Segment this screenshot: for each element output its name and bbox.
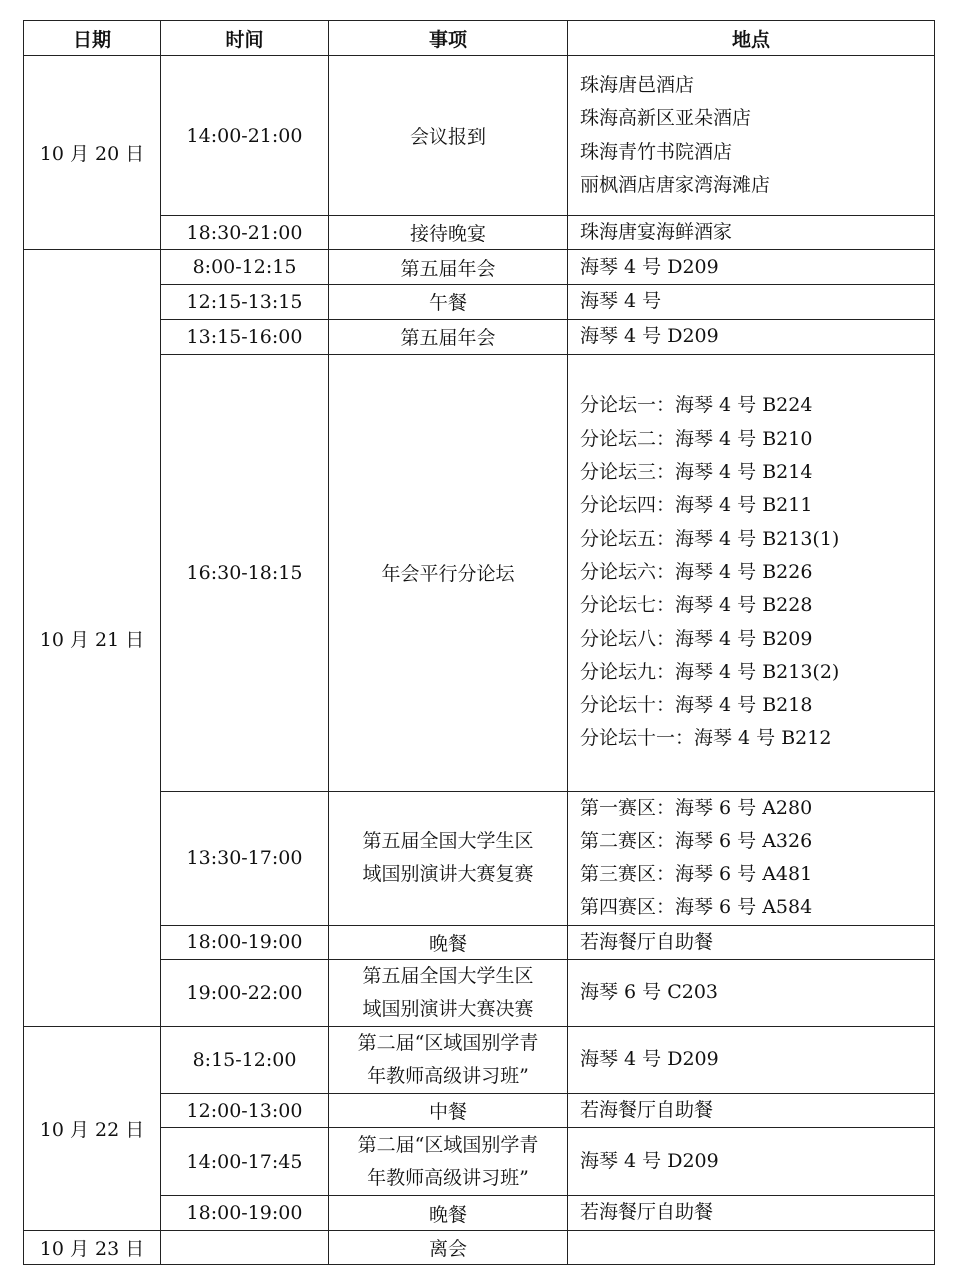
place-line: 若海餐厅自助餐: [580, 1201, 714, 1224]
place-cell: [568, 791, 935, 925]
place-line: 海琴 4 号: [580, 290, 662, 313]
date-oct-23: 10 月 23 日: [24, 1230, 161, 1264]
place-line: 珠海唐邑酒店: [580, 73, 695, 96]
time-cell: [161, 1230, 329, 1264]
place-line: 分论坛八：海琴 4 号 B209: [580, 627, 813, 650]
place-line: 分论坛十：海琴 4 号 B218: [580, 694, 813, 717]
header-item: 事项: [329, 21, 568, 56]
table-row: [24, 960, 935, 1027]
item-cell: [329, 791, 568, 925]
table-row: [24, 285, 935, 319]
table-row: [24, 1027, 935, 1094]
place-line: 分论坛十一：海琴 4 号 B212: [580, 727, 832, 750]
item-cell: [329, 1128, 568, 1196]
place-line: 丽枫酒店唐家湾海滩店: [580, 173, 771, 196]
time-cell: 8:15-12:00: [161, 1027, 329, 1094]
header-place: 地点: [568, 21, 935, 56]
item-cell: 年会平行分论坛: [329, 354, 568, 791]
place-line: 第二赛区：海琴 6 号 A326: [580, 829, 813, 852]
place-line: 分论坛六：海琴 4 号 B226: [580, 560, 813, 583]
table-row: [24, 56, 935, 216]
place-cell: [568, 56, 935, 216]
place-line: 第一赛区：海琴 6 号 A280: [580, 796, 813, 819]
time-cell: 12:00-13:00: [161, 1094, 329, 1128]
place-line: 海琴 6 号 C203: [580, 981, 719, 1004]
item-cell: 会议报到: [329, 56, 568, 216]
item-cell: 接待晚宴: [329, 216, 568, 250]
item-cell: 第五届年会: [329, 250, 568, 285]
place-line: 分论坛七：海琴 4 号 B228: [580, 594, 813, 617]
item-cell: 午餐: [329, 285, 568, 319]
table-row: [24, 1128, 935, 1196]
time-cell: 16:30-18:15: [161, 354, 329, 791]
place-line: 珠海高新区亚朵酒店: [580, 107, 752, 130]
place-line: 海琴 4 号 D209: [580, 1150, 719, 1173]
time-cell: 8:00-12:15: [161, 250, 329, 285]
item-line: 年教师高级讲习班”: [367, 1166, 529, 1189]
place-line: 分论坛五：海琴 4 号 B213(1): [580, 527, 840, 550]
place-line: 海琴 4 号 D209: [580, 1048, 719, 1071]
item-line: 域国别演讲大赛复赛: [362, 863, 534, 886]
table-row: [24, 1230, 935, 1264]
item-line: 第五届全国大学生区: [362, 965, 534, 988]
place-line: 海琴 4 号 D209: [580, 324, 719, 347]
item-cell: 晚餐: [329, 1196, 568, 1230]
place-line: 珠海唐宴海鲜酒家: [580, 221, 733, 243]
time-cell: 13:15-16:00: [161, 319, 329, 354]
place-cell: [568, 319, 935, 354]
item-cell: 第五届年会: [329, 319, 568, 354]
place-line: 分论坛四：海琴 4 号 B211: [580, 494, 813, 517]
item-line: 第二届“区域国别学青: [357, 1133, 539, 1156]
place-line: 分论坛一：海琴 4 号 B224: [580, 394, 813, 417]
place-cell: [568, 1094, 935, 1128]
place-cell: [568, 925, 935, 959]
table-row: [24, 319, 935, 354]
item-cell: 晚餐: [329, 925, 568, 959]
date-oct-22: 10 月 22 日: [24, 1027, 161, 1231]
place-cell: [568, 1230, 935, 1264]
time-cell: 12:15-13:15: [161, 285, 329, 319]
time-cell: 13:30-17:00: [161, 791, 329, 925]
item-cell: 中餐: [329, 1094, 568, 1128]
item-cell: 离会: [329, 1230, 568, 1264]
header-date: 日期: [24, 21, 161, 56]
place-line: 分论坛九：海琴 4 号 B213(2): [580, 660, 840, 683]
table-row: [24, 791, 935, 925]
item-cell: [329, 1027, 568, 1094]
place-cell: [568, 1027, 935, 1094]
place-line: 若海餐厅自助餐: [580, 930, 714, 953]
schedule-body: [24, 56, 935, 1265]
item-line: 年教师高级讲习班”: [367, 1065, 529, 1088]
item-line: 第二届“区域国别学青: [357, 1032, 539, 1055]
time-cell: 19:00-22:00: [161, 960, 329, 1027]
place-line: 若海餐厅自助餐: [580, 1099, 714, 1122]
table-row: [24, 216, 935, 250]
place-cell: [568, 285, 935, 319]
place-cell: [568, 250, 935, 285]
table-row: [24, 250, 935, 285]
place-line: 分论坛三：海琴 4 号 B214: [580, 461, 813, 484]
time-cell: 18:00-19:00: [161, 1196, 329, 1230]
place-cell: [568, 216, 935, 250]
header-row: [24, 21, 935, 56]
table-row: [24, 1094, 935, 1128]
place-cell: [568, 960, 935, 1027]
time-cell: 14:00-21:00: [161, 56, 329, 216]
place-cell: [568, 354, 935, 791]
table-row: [24, 1196, 935, 1230]
date-oct-21: 10 月 21 日: [24, 250, 161, 1027]
time-cell: 18:00-19:00: [161, 925, 329, 959]
header-time: 时间: [161, 21, 329, 56]
place-cell: [568, 1128, 935, 1196]
place-line: 第三赛区：海琴 6 号 A481: [580, 863, 813, 886]
item-cell: [329, 960, 568, 1027]
table-row: [24, 354, 935, 791]
date-oct-20: 10 月 20 日: [24, 56, 161, 250]
place-cell: [568, 1196, 935, 1230]
time-cell: 18:30-21:00: [161, 216, 329, 250]
schedule-table: [23, 20, 935, 1265]
time-cell: 14:00-17:45: [161, 1128, 329, 1196]
item-line: 域国别演讲大赛决赛: [362, 998, 534, 1021]
place-line: 珠海青竹书院酒店: [580, 140, 733, 163]
item-line: 第五届全国大学生区: [362, 830, 534, 853]
place-line: 分论坛二：海琴 4 号 B210: [580, 427, 813, 450]
table-row: [24, 925, 935, 959]
place-line: 海琴 4 号 D209: [580, 255, 719, 278]
place-line: 第四赛区：海琴 6 号 A584: [580, 896, 813, 919]
